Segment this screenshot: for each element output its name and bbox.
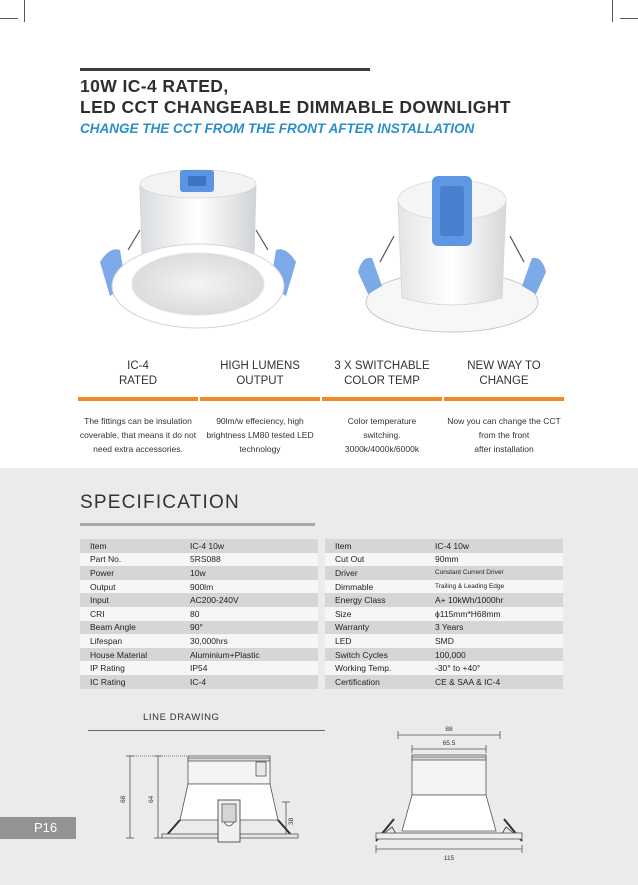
spec-value: Constant Current Driver [425,566,563,580]
feature-new-way [444,356,564,456]
table-row [325,661,563,675]
spec-key: Cut Out [325,553,425,567]
spec-value: 90mm [425,553,563,567]
spec-key: Beam Angle [80,621,180,635]
spec-value: IP54 [180,661,318,675]
table-row [325,553,563,567]
feature-divider [322,397,442,401]
spec-key: Part No. [80,553,180,567]
feature-ic4 [78,356,198,456]
line-drawing-label: LINE DRAWING [143,712,220,723]
spec-key: Item [325,539,425,553]
spec-value: 30,000hrs [180,634,318,648]
spec-key: IC Rating [80,675,180,689]
spec-value: CE & SAA & IC-4 [425,675,563,689]
table-row [80,648,318,662]
table-row [325,580,563,594]
spec-value: Trailing & Leading Edge [425,580,563,594]
spec-value: IC-4 10w [180,539,318,553]
spec-key: Output [80,580,180,594]
feature-switchable-color [322,356,442,456]
dim-height-body: 64 [148,795,155,803]
line-drawing-rule [88,730,325,731]
table-row [325,634,563,648]
spec-key: IP Rating [80,661,180,675]
spec-value: IC-4 [180,675,318,689]
spec-key: Item [80,539,180,553]
spec-value: -30° to +40° [425,661,563,675]
spec-key: Switch Cycles [325,648,425,662]
product-title-line2: LED CCT CHANGEABLE DIMMABLE DOWNLIGHT [80,97,511,117]
spec-value: 90° [180,621,318,635]
product-subtitle: CHANGE THE CCT FROM THE FRONT AFTER INSTALLATION [80,121,475,136]
table-row [325,539,563,553]
spec-value: 100,000 [425,648,563,662]
spec-key: Size [325,607,425,621]
feature-divider [444,397,564,401]
table-row [80,621,318,635]
table-row [80,661,318,675]
table-row [80,566,318,580]
spec-key: Warranty [325,621,425,635]
table-row [80,580,318,594]
table-row [325,675,563,689]
feature-title: HIGH LUMENS OUTPUT [220,360,300,387]
table-row [325,607,563,621]
spec-value: 3 Years [425,621,563,635]
feature-description: Color temperature switching. 3000k/4000k/6000k [344,416,420,454]
page-number: P16 [34,820,58,835]
spec-key: Energy Class [325,593,425,607]
table-row [325,566,563,580]
crop-mark [620,18,638,19]
dim-inner-width: 65.5 [442,740,456,747]
feature-description: 90lm/w effeciency, high brightness LM80 tested LED technology [206,416,314,454]
spec-value: A+ 10kWh/1000hr [425,593,563,607]
dim-top-width: 88 [445,726,453,733]
table-row [80,634,318,648]
table-row [80,593,318,607]
spec-value: IC-4 10w [425,539,563,553]
spec-value: SMD [425,634,563,648]
table-row [325,648,563,662]
spec-value: 10w [180,566,318,580]
crop-mark [0,18,18,19]
table-row [80,539,318,553]
feature-title: 3 X SWITCHABLE COLOR TEMP [334,360,430,387]
spec-value: Aluminium+Plastic [180,648,318,662]
table-row [80,607,318,621]
feature-title: NEW WAY TO CHANGE [467,360,541,387]
specification-rule [80,523,315,526]
feature-description: Now you can change the CCT from the front after installation [447,416,561,454]
spec-value: 900lm [180,580,318,594]
spec-value: ϕ115mm*H68mm [425,607,563,621]
spec-key: LED [325,634,425,648]
spec-key: Dimmable [325,580,425,594]
spec-value: 80 [180,607,318,621]
feature-high-lumens [200,356,320,456]
spec-table-left [80,539,318,689]
spec-value: 5RS088 [180,553,318,567]
table-row [80,675,318,689]
side-view-drawing [118,748,308,860]
spec-key: House Material [80,648,180,662]
spec-key: CRI [80,607,180,621]
crop-mark [612,0,613,22]
downlight-front-image [88,158,308,338]
product-title-line1: 10W IC-4 RATED, [80,76,229,96]
feature-title: IC-4 RATED [118,360,158,387]
feature-description: The fittings can be insulation coverable, that means it do not need extra accessories. [79,416,197,454]
table-row [80,553,318,567]
dim-bottom-width: 115 [443,855,455,862]
spec-table-right [325,539,563,689]
crop-mark [24,0,25,22]
spec-value: AC200-240V [180,593,318,607]
downlight-back-image [352,162,552,342]
feature-divider [200,397,320,401]
spec-key: Lifespan [80,634,180,648]
specification-heading: SPECIFICATION [80,492,240,513]
spec-key: Power [80,566,180,580]
spec-key: Input [80,593,180,607]
feature-divider [78,397,198,401]
dim-height-spring: 38 [288,817,295,825]
dim-height-total: 68 [120,795,127,803]
header-rule [80,68,370,71]
front-view-drawing [368,723,530,863]
spec-key: Working Temp. [325,661,425,675]
spec-key: Driver [325,566,425,580]
spec-key: Certification [325,675,425,689]
table-row [325,593,563,607]
table-row [325,621,563,635]
